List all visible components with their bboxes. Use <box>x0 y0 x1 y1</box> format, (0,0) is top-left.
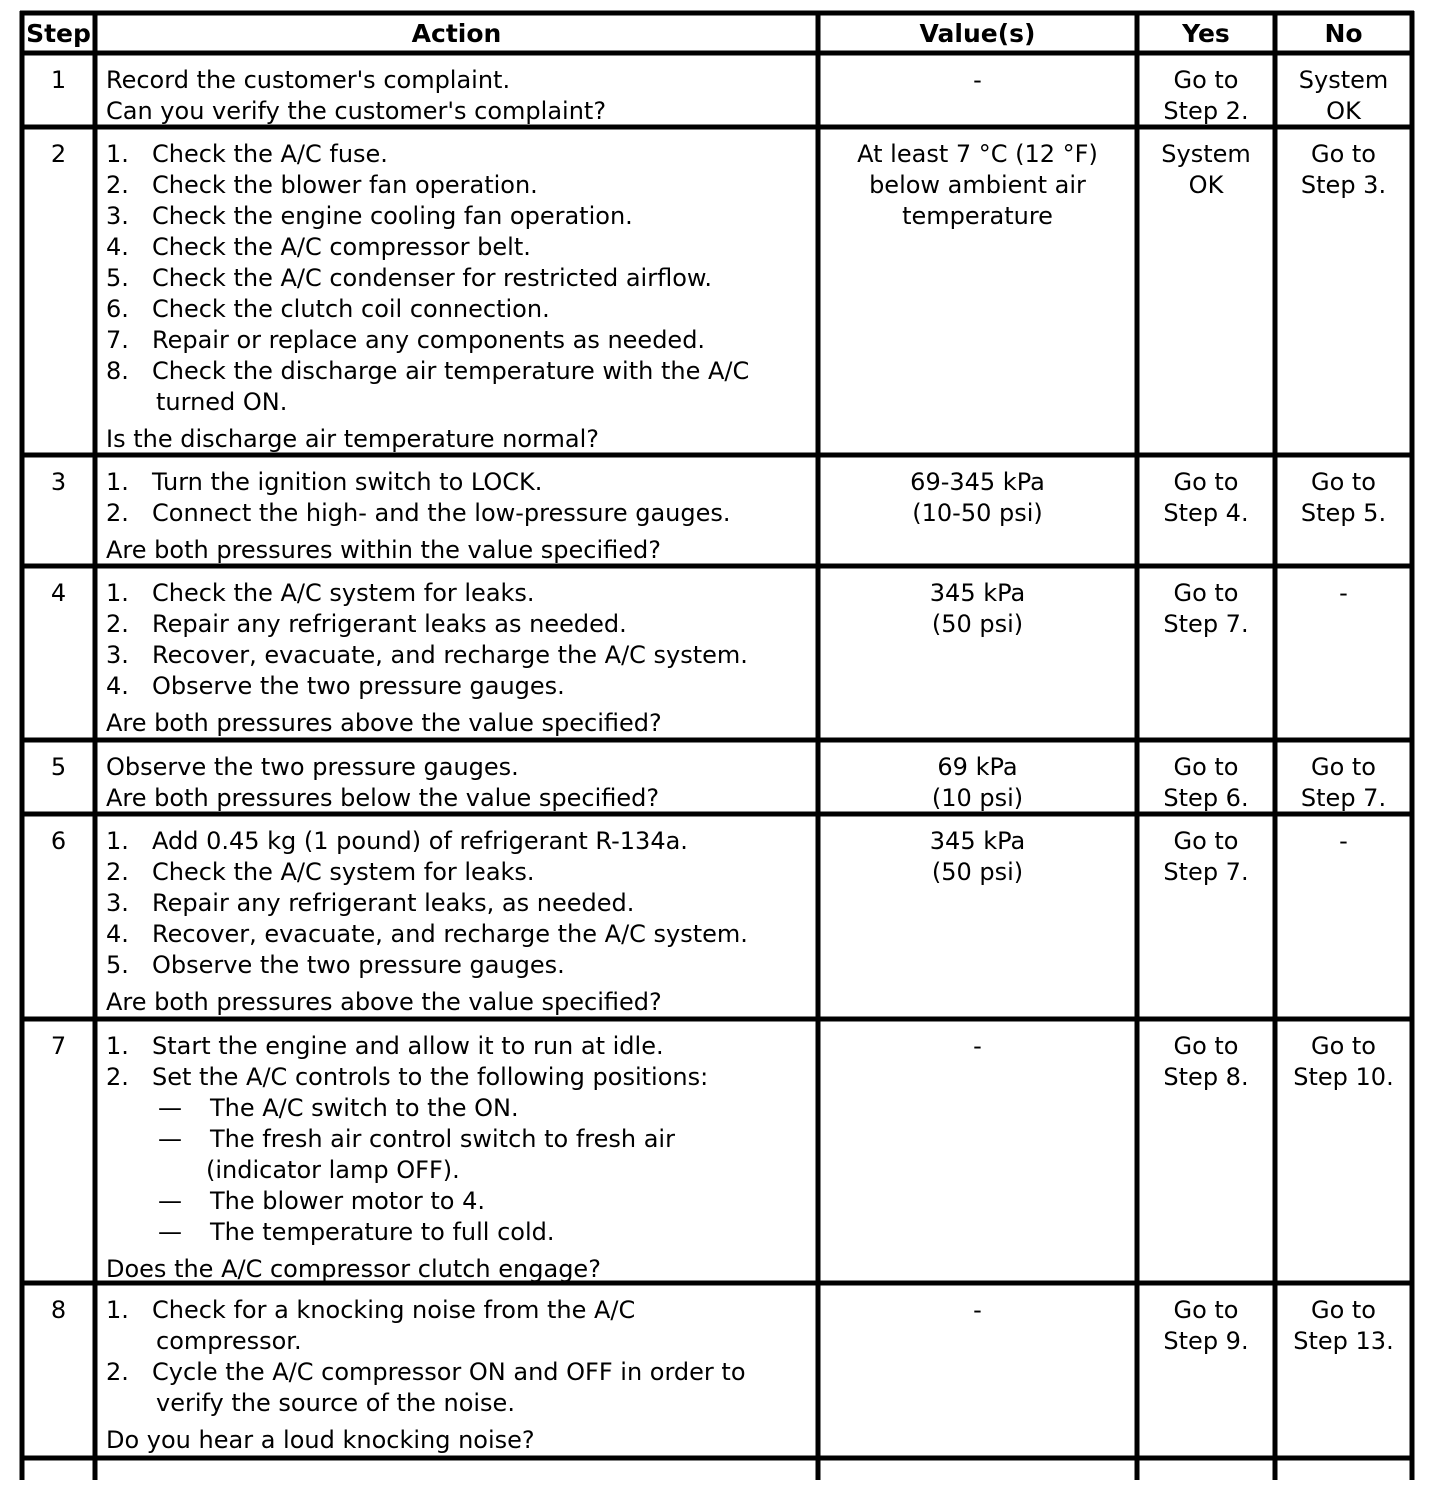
yes-text: Step 7. <box>1163 858 1249 886</box>
list-item-text: Recover, evacuate, and recharge the A/C system. <box>152 641 748 669</box>
yes-text: Step 6. <box>1163 784 1249 812</box>
yes-text: Go to <box>1173 753 1239 781</box>
sub-item-text: The A/C switch to the ON. <box>210 1094 519 1122</box>
list-number: 4. <box>106 672 129 700</box>
no-cell <box>1277 1021 1410 1281</box>
list-item-text: Connect the high- and the low-pressure gauges. <box>152 499 731 527</box>
yes-text: Go to <box>1173 579 1239 607</box>
list-item-text: Recover, evacuate, and recharge the A/C system. <box>152 920 748 948</box>
action-list-item <box>106 1031 810 1062</box>
list-number: 2. <box>106 171 129 199</box>
action-list-item <box>106 888 810 919</box>
value-text: temperature <box>902 202 1053 230</box>
no-text: Go to <box>1310 1296 1376 1324</box>
list-item-text: Turn the ignition switch to LOCK. <box>152 468 543 496</box>
list-number: 1. <box>106 579 129 607</box>
yes-text: OK <box>1188 171 1224 199</box>
list-number: 2. <box>106 499 129 527</box>
action-sub-item <box>106 1093 810 1124</box>
list-number: 7. <box>106 326 129 354</box>
yes-cell <box>1139 742 1273 812</box>
action-cell <box>97 55 816 125</box>
no-text: Step 10. <box>1293 1063 1394 1091</box>
value-text: 345 kPa <box>929 827 1026 855</box>
list-item-text: Check the A/C system for leaks. <box>152 858 535 886</box>
action-list-item <box>106 857 810 888</box>
dash-bullet: — <box>158 1125 182 1153</box>
action-list-item <box>106 1357 810 1419</box>
dash-bullet: — <box>158 1187 182 1215</box>
list-item-text: Check the clutch coil connection. <box>152 295 550 323</box>
sub-item-text: The fresh air control switch to fresh air <box>210 1125 675 1153</box>
value-text: - <box>973 66 982 94</box>
action-cell <box>97 568 816 738</box>
action-list-item <box>106 356 810 418</box>
action-list-item <box>106 325 810 356</box>
no-text: Go to <box>1310 753 1376 781</box>
action-question: Are both pressures above the value specified? <box>106 709 662 737</box>
list-item-text: Add 0.45 kg (1 pound) of refrigerant R-134a. <box>152 827 688 855</box>
yes-cell <box>1139 1021 1273 1281</box>
yes-cell <box>1139 1285 1273 1456</box>
action-question: Is the discharge air temperature normal? <box>106 425 600 453</box>
value-cell <box>820 816 1135 1017</box>
list-item-text: Observe the two pressure gauges. <box>152 672 565 700</box>
yes-text: Go to <box>1173 1032 1239 1060</box>
no-text: System <box>1298 66 1389 94</box>
no-text: Step 7. <box>1300 784 1387 812</box>
action-cell <box>97 1021 816 1281</box>
list-number: 2. <box>106 1358 129 1386</box>
action-list-item <box>106 640 810 671</box>
value-cell <box>820 129 1135 453</box>
action-cell <box>97 457 816 564</box>
list-item-text: Check the engine cooling fan operation. <box>152 202 633 230</box>
value-text: (50 psi) <box>931 858 1024 886</box>
list-number: 8. <box>106 357 129 385</box>
list-item-text: compressor. <box>156 1327 302 1355</box>
action-list-item <box>106 232 810 263</box>
action-sub-item <box>106 1124 810 1186</box>
no-text: Step 5. <box>1300 499 1387 527</box>
action-sub-item <box>106 1217 810 1248</box>
action-list-item <box>106 919 810 950</box>
action-question: Does the A/C compressor clutch engage? <box>106 1255 601 1281</box>
list-number: 3. <box>106 202 129 230</box>
step-number: 1 <box>50 66 67 94</box>
no-text: Step 13. <box>1293 1327 1394 1355</box>
action-list-item <box>106 1062 810 1093</box>
header-yes: Yes <box>1182 19 1230 48</box>
step-number: 7 <box>50 1032 67 1060</box>
step-number: 2 <box>50 140 67 168</box>
action-question: Are both pressures within the value specified? <box>106 536 661 564</box>
list-number: 1. <box>106 468 129 496</box>
value-text: (10 psi) <box>931 784 1024 812</box>
list-number: 4. <box>106 233 129 261</box>
yes-text: Go to <box>1173 1296 1239 1324</box>
action-list-item <box>106 294 810 325</box>
list-number: 2. <box>106 858 129 886</box>
list-number: 4. <box>106 920 129 948</box>
step-number: 6 <box>50 827 67 855</box>
value-text: below ambient air <box>869 171 1086 199</box>
action-list-item <box>106 467 810 498</box>
no-text: Step 3. <box>1300 171 1387 199</box>
list-number: 1. <box>106 140 129 168</box>
list-item-text: Repair any refrigerant leaks, as needed. <box>152 889 635 917</box>
action-cell <box>97 742 816 812</box>
no-cell <box>1277 457 1410 564</box>
step-number: 5 <box>50 753 67 781</box>
yes-text: Step 9. <box>1163 1327 1249 1355</box>
no-text: - <box>1339 579 1348 607</box>
action-list-item <box>106 498 810 529</box>
yes-text: Step 8. <box>1163 1063 1249 1091</box>
action-list-item <box>106 671 810 702</box>
yes-text: Go to <box>1173 827 1239 855</box>
sub-item-text: The temperature to full cold. <box>210 1218 555 1246</box>
no-text: Go to <box>1310 140 1376 168</box>
list-item-text: Check the A/C compressor belt. <box>152 233 531 261</box>
yes-text: Go to <box>1173 468 1239 496</box>
yes-cell <box>1139 55 1273 125</box>
step-number: 3 <box>50 468 67 496</box>
list-item-text: Check for a knocking noise from the A/C <box>152 1296 636 1324</box>
list-item-text: Set the A/C controls to the following positions: <box>152 1063 709 1091</box>
value-cell <box>820 742 1135 812</box>
list-item-text: verify the source of the noise. <box>156 1389 515 1417</box>
list-number: 3. <box>106 641 129 669</box>
header-action: Action <box>411 19 502 48</box>
sub-item-text: (indicator lamp OFF). <box>206 1156 460 1184</box>
list-item-text: Cycle the A/C compressor ON and OFF in order to <box>152 1358 746 1386</box>
yes-cell <box>1139 129 1273 453</box>
value-text: - <box>973 1032 982 1060</box>
value-cell <box>820 55 1135 125</box>
value-text: (50 psi) <box>931 610 1024 638</box>
header-values: Value(s) <box>919 19 1036 48</box>
no-text: OK <box>1326 97 1361 125</box>
action-question: Do you hear a loud knocking noise? <box>106 1426 535 1454</box>
step-number: 4 <box>50 579 67 607</box>
value-text: - <box>973 1296 982 1324</box>
no-cell <box>1277 1285 1410 1456</box>
value-text: 69 kPa <box>937 753 1018 781</box>
action-list-item <box>106 170 810 201</box>
yes-text: Step 4. <box>1163 499 1249 527</box>
list-item-text: turned ON. <box>156 388 288 416</box>
list-item-text: Check the discharge air temperature with the A/C <box>152 357 750 385</box>
list-item-text: Observe the two pressure gauges. <box>152 951 565 979</box>
action-list-item <box>106 139 810 170</box>
action-list-item <box>106 1295 810 1357</box>
action-text: Can you verify the customer's complaint? <box>106 97 607 125</box>
action-cell <box>97 129 816 453</box>
value-cell <box>820 457 1135 564</box>
no-cell <box>1277 742 1410 812</box>
action-list-item <box>106 578 810 609</box>
list-number: 1. <box>106 827 129 855</box>
list-item-text: Repair any refrigerant leaks as needed. <box>152 610 627 638</box>
value-text: 69-345 kPa <box>910 468 1045 496</box>
action-list-item <box>106 826 810 857</box>
list-number: 2. <box>106 1063 129 1091</box>
action-list-item <box>106 201 810 232</box>
action-text: Are both pressures below the value specified? <box>106 784 660 812</box>
header-step: Step <box>26 19 91 48</box>
action-cell <box>97 816 816 1017</box>
yes-cell <box>1139 457 1273 564</box>
action-list-item <box>106 950 810 981</box>
no-text: Go to <box>1310 1032 1376 1060</box>
yes-text: System <box>1161 140 1251 168</box>
list-item-text: Start the engine and allow it to run at idle. <box>152 1032 664 1060</box>
list-item-text: Check the A/C system for leaks. <box>152 579 535 607</box>
value-cell <box>820 1285 1135 1456</box>
list-number: 1. <box>106 1296 129 1324</box>
step-number: 8 <box>50 1296 67 1324</box>
no-text: - <box>1339 827 1348 855</box>
value-text: At least 7 °C (12 °F) <box>857 140 1098 168</box>
list-item-text: Check the blower fan operation. <box>152 171 538 199</box>
value-text: (10-50 psi) <box>912 499 1043 527</box>
value-cell <box>820 1021 1135 1281</box>
list-item-text: Check the A/C condenser for restricted airflow. <box>152 264 712 292</box>
list-number: 6. <box>106 295 129 323</box>
action-sub-item <box>106 1186 810 1217</box>
list-item-text: Check the A/C fuse. <box>152 140 388 168</box>
action-list-item <box>106 263 810 294</box>
list-number: 2. <box>106 610 129 638</box>
header-no: No <box>1324 19 1363 48</box>
no-text: Go to <box>1310 468 1376 496</box>
yes-text: Step 2. <box>1163 97 1249 125</box>
action-question: Are both pressures above the value specified? <box>106 988 662 1016</box>
list-number: 1. <box>106 1032 129 1060</box>
dash-bullet: — <box>158 1094 182 1122</box>
list-number: 5. <box>106 264 129 292</box>
no-cell <box>1277 568 1410 738</box>
action-list-item <box>106 609 810 640</box>
action-cell <box>97 1285 816 1456</box>
no-cell <box>1277 816 1410 1017</box>
action-text: Observe the two pressure gauges. <box>106 753 519 781</box>
yes-text: Go to <box>1173 66 1239 94</box>
list-item-text: Repair or replace any components as needed. <box>152 326 706 354</box>
yes-cell <box>1139 816 1273 1017</box>
list-number: 5. <box>106 951 129 979</box>
dash-bullet: — <box>158 1218 182 1246</box>
list-number: 3. <box>106 889 129 917</box>
yes-text: Step 7. <box>1163 610 1249 638</box>
no-cell <box>1277 55 1410 125</box>
yes-cell <box>1139 568 1273 738</box>
no-cell <box>1277 129 1410 453</box>
value-cell <box>820 568 1135 738</box>
action-text: Record the customer's complaint. <box>106 66 511 94</box>
sub-item-text: The blower motor to 4. <box>210 1187 486 1215</box>
value-text: 345 kPa <box>929 579 1026 607</box>
